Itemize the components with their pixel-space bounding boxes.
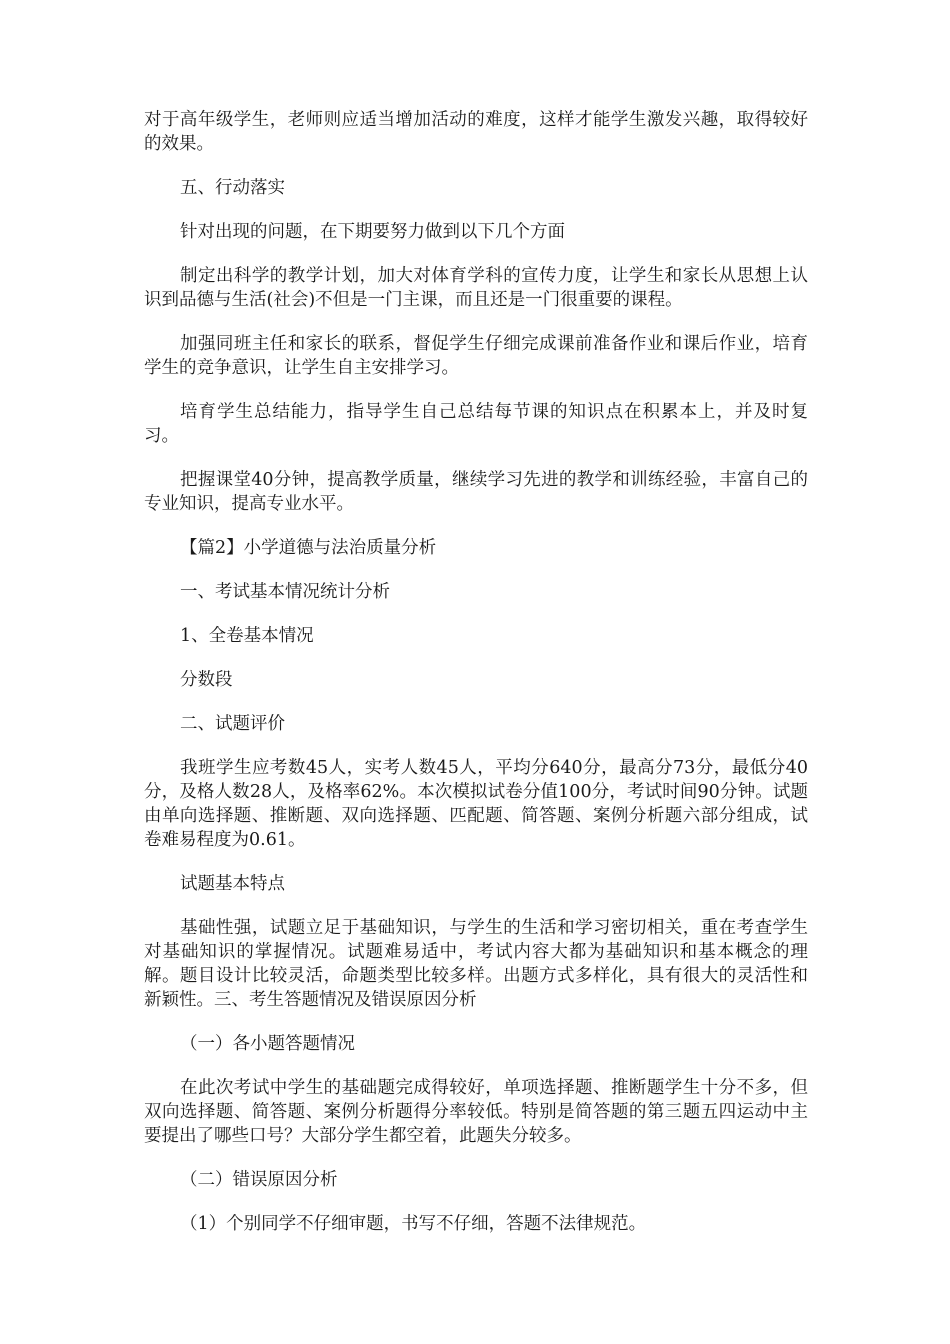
subsection-heading: 试题基本特点: [180, 874, 285, 894]
section-heading: 一、考试基本情况统计分析: [180, 582, 390, 602]
subsection-heading: （二）错误原因分析: [180, 1170, 338, 1190]
paragraph: 我班学生应考数45人，实考人数45人，平均分640分，最高分73分，最低分40分，及格人数28人，及格率62%。本次模拟试卷分值100分，考试时间90分钟。试题由单向选择题、推断题、双向选择题、匹配题、简答题、案例分析题六部分组成，试卷难易程度为0.61。: [144, 758, 808, 850]
subsection-heading: 1、全卷基本情况: [180, 626, 314, 646]
paragraph: 分数段: [180, 670, 233, 690]
paragraph: 把握课堂40分钟，提高教学质量，继续学习先进的教学和训练经验，丰富自己的专业知识，提高专业水平。: [144, 470, 808, 514]
paragraph: 针对出现的问题，在下期要努力做到以下几个方面: [180, 222, 565, 242]
section-heading: 二、试题评价: [180, 714, 285, 734]
paragraph: 基础性强，试题立足于基础知识，与学生的生活和学习密切相关，重在考查学生对基础知识的掌握情况。试题难易适中，考试内容大都为基础知识和基本概念的理解。题目设计比较灵活，命题类型比较多样。出题方式多样化，具有很大的灵活性和新颖性。三、考生答题情况及错误原因分析: [144, 918, 808, 1010]
paragraph: 对于高年级学生，老师则应适当增加活动的难度，这样才能学生激发兴趣，取得较好的效果。: [144, 110, 808, 154]
subsection-heading: （一）各小题答题情况: [180, 1034, 355, 1054]
paragraph: （1）个别同学不仔细审题，书写不仔细，答题不法律规范。: [180, 1214, 647, 1234]
document-body: [144, 108, 808, 1254]
section-heading: 五、行动落实: [180, 178, 285, 198]
paragraph: 制定出科学的教学计划，加大对体育学科的宣传力度，让学生和家长从思想上认识到品德与生活(社会)不但是一门主课，而且还是一门很重要的课程。: [144, 266, 808, 310]
paragraph: 培育学生总结能力，指导学生自己总结每节课的知识点在积累本上，并及时复习。: [144, 402, 808, 446]
paragraph: 加强同班主任和家长的联系，督促学生仔细完成课前准备作业和课后作业，培育学生的竞争意识，让学生自主安排学习。: [144, 334, 808, 378]
article-title: 【篇2】小学道德与法治质量分析: [180, 538, 437, 558]
paragraph: 在此次考试中学生的基础题完成得较好，单项选择题、推断题学生十分不多，但双向选择题、简答题、案例分析题得分率较低。特别是简答题的第三题五四运动中主要提出了哪些口号？大部分学生都空着，此题失分较多。: [144, 1078, 808, 1146]
